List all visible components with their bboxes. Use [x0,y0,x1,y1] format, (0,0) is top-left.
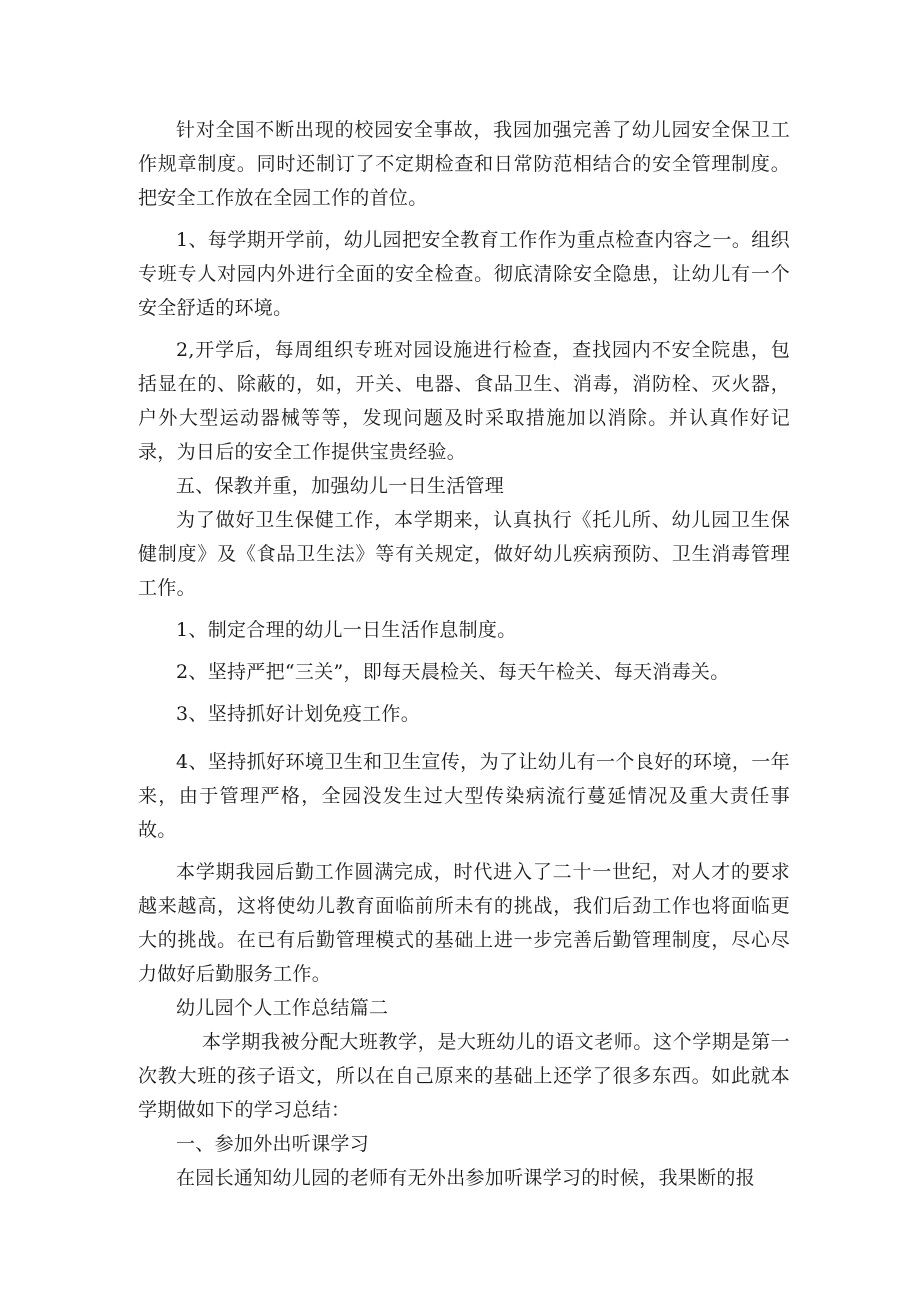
paragraph-teaching-intro: 本学期我被分配大班教学，是大班幼儿的语文老师。这个学期是第一次教大班的孩子语文，所以在自己原来的基础上还学了很多东西。如此就本学期做如下的学习总结： [138,1031,790,1121]
paragraph-hygiene-intro: 为了做好卫生保健工作，本学期来，认真执行《托儿所、幼儿园卫生保健制度》及《食品卫生法》等有关规定，做好幼儿疾病预防、卫生消毒管理工作。 [138,509,790,599]
paragraph-logistics-summary: 本学期我园后勤工作圆满完成，时代进入了二十一世纪，对人才的要求越来越高，这将使幼儿教育面临前所未有的挑战，我们后劲工作也将面临更大的挑战。在已有后勤管理模式的基础上进一步完善后勤管理制度，尽心尽力做好后勤服务工作。 [138,861,790,985]
paragraph-listening-study: 在园长通知幼儿园的老师有无外出参加听课学习的时候，我果断的报 [176,1167,756,1189]
paragraph-hygiene-item-1: 1、制定合理的幼儿一日生活作息制度。 [176,619,517,641]
body-text [138,113,790,1195]
paragraph-hygiene-item-3: 3、坚持抓好计划免疫工作。 [176,703,420,725]
section-heading-five: 五、保教并重，加强幼儿一日生活管理 [176,475,505,497]
section-heading-one: 一、参加外出听课学习 [176,1133,370,1155]
paragraph-hygiene-item-4: 4、坚持抓好环境卫生和卫生宣传，为了让幼儿有一个良好的环境，一年来，由于管理严格，全园没发生过大型传染病流行蔓延情况及重大责任事故。 [138,751,790,841]
paragraph-hygiene-item-2: 2、坚持严把“三关”，即每天晨检关、每天午检关、每天消毒关。 [176,661,730,683]
paragraph-item-2: 2,开学后，每周组织专班对园设施进行检查，查找园内不安全院患，包括显在的、除蔽的，如，开关、电器、食品卫生、消毒，消防栓、灭火器，户外大型运动器械等等，发现问题及时采取措施加以消除。并认真作好记录，为日后的安全工作提供宝贵经验。 [138,339,790,463]
section-title-part-two: 幼儿园个人工作总结篇二 [176,997,389,1019]
paragraph-safety-intro: 针对全国不断出现的校园安全事故，我园加强完善了幼儿园安全保卫工作规章制度。同时还制订了不定期检查和日常防范相结合的安全管理制度。把安全工作放在全园工作的首位。 [138,119,790,209]
paragraph-item-1: 1、每学期开学前，幼儿园把安全教育工作作为重点检查内容之一。组织专班专人对园内外进行全面的安全检查。彻底清除安全隐患，让幼儿有一个安全舒适的环境。 [138,229,790,319]
